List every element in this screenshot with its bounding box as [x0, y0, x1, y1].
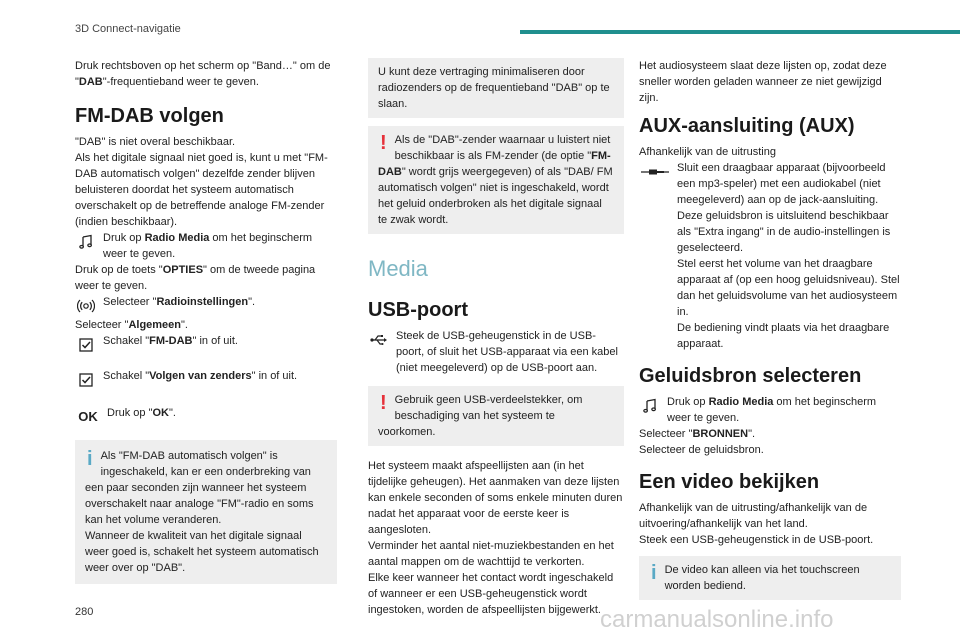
source-step-select: Selecteer de geluidsbron.	[639, 444, 764, 456]
watermark: carmanualsonline.info	[600, 606, 834, 633]
column-3	[639, 58, 901, 608]
media-heading: Media	[368, 256, 428, 281]
section-title: 3D Connect-navigatie	[75, 23, 181, 35]
step-fm-dab-toggle: Schakel "FM-DAB" in of uit.	[75, 333, 337, 356]
dab-intro: Druk rechtsboven op het scherm op "Band…" om de "DAB"-frequentieband weer te geven.	[75, 60, 331, 88]
warning-box-usb: ! Gebruik geen USB-verdeelstekker, om beschadiging van het systeem te voorkomen.	[368, 386, 624, 446]
info-box-video: i De video kan alleen via het touchscreen worden bediend.	[639, 556, 901, 600]
playlist-text: Het systeem maakt afspeellijsten aan (in het tijdelijke geheugen). Het aanmaken van deze lijsten kan enkele seconden of soms enkele minuten duren nadat het apparaat voor de eerste keer is aangesloten. Verminder het aantal niet-muziekbestanden en het aantal mappen om de wachttijd te verkorten. Elke keer wanneer het contact wordt ingeschakeld of wanneer er een USB-geheugenstick wordt ingestoken, worden de afspeellijsten bijgewerkt.	[368, 460, 623, 616]
music-note-icon	[75, 231, 97, 253]
step-radio-media: Druk op Radio Media om het beginscherm weer te geven.	[75, 230, 337, 262]
radio-settings-icon	[75, 295, 97, 317]
playlist-store-text: Het audiosysteem slaat deze lijsten op, zodat deze sneller worden geladen wanneer ze niet gewijzigd zijn.	[639, 60, 887, 104]
column-1	[75, 58, 337, 592]
source-heading: Geluidsbron selecteren	[639, 365, 862, 387]
fm-dab-heading: FM-DAB volgen	[75, 105, 224, 127]
usb-heading: USB-poort	[368, 299, 468, 321]
step-ok: OK Druk op "OK".	[75, 405, 337, 428]
header-accent-bar	[520, 30, 960, 34]
aux-equipment-note: Afhankelijk van de uitrusting	[639, 146, 776, 158]
info-icon: i	[651, 562, 657, 584]
dab-delay-box: U kunt deze vertraging minimaliseren door radiozenders op de frequentieband "DAB" op te slaan.	[368, 58, 624, 118]
warning-icon: !	[380, 132, 387, 154]
step-radio-settings: Selecteer "Radioinstellingen".	[75, 294, 337, 317]
checkbox-icon	[75, 334, 97, 356]
ok-icon: OK	[78, 409, 98, 424]
usb-instruction: Steek de USB-geheugenstick in de USB-poort, of sluit het USB-apparaat via een kabel (niet meegeleverd) op de USB-poort aan.	[368, 328, 624, 376]
warning-icon: !	[380, 392, 387, 414]
step-general: Selecteer "Algemeen".	[75, 319, 188, 331]
info-box-fm-dab: i Als "FM-DAB automatisch volgen" is ingeschakeld, kan er een onderbreking van een paar seconden zijn wanneer het systeem overschakelt naar analoge "FM"-radio en soms kan het volume veranderen. Wanneer de kwaliteit van het digitale signaal weer goed is, schakelt het systeem automatisch weer over op "DAB".	[75, 440, 337, 584]
aux-heading: AUX-aansluiting (AUX)	[639, 115, 855, 137]
info-icon: i	[87, 448, 93, 470]
music-note-icon	[639, 395, 661, 417]
aux-instruction: Sluit een draagbaar apparaat (bijvoorbeeld een mp3-speler) met een audiokabel (niet meegeleverd) aan op de jack-aansluiting. Deze geluidsbron is uitsluitend beschikbaar als "Extra ingang" in de audio-instellingen is geselecteerd. Stel eerst het volume van het draagbare apparaat af (op een hoog geluidsniveau). Stel dan het geluidsvolume van het audiosysteem in. De bediening vindt plaats via het draagbare apparaat.	[639, 160, 901, 352]
fm-dab-text: "DAB" is niet overal beschikbaar. Als het digitale signaal niet goed is, kunt u met "FM-DAB automatisch volgen" dezelfde zender blijven beluisteren doordat het systeem automatisch overschakelt op de betreffende analoge FM-zender (indien beschikbaar).	[75, 136, 328, 228]
page-header	[0, 0, 960, 40]
column-2	[368, 58, 624, 618]
checkbox-icon	[75, 369, 97, 391]
warning-box-dab: ! Als de "DAB"-zender waarnaar u luistert niet beschikbaar is als FM-zender (de optie "FM-DAB" wordt grijs weergegeven) of als "DAB/ FM automatisch volgen" niet is ingeschakeld, wordt het geluid onderbroken als het digitale signaal te zwak wordt.	[368, 126, 624, 234]
video-heading: Een video bekijken	[639, 471, 820, 493]
jack-cable-icon	[639, 161, 671, 183]
step-follow-stations: Schakel "Volgen van zenders" in of uit.	[75, 368, 337, 391]
page-number: 280	[75, 606, 94, 618]
source-step-radio-media: Druk op Radio Media om het beginscherm weer te geven.	[639, 394, 901, 426]
source-step-bronnen: Selecteer "BRONNEN".	[639, 428, 756, 440]
video-text: Afhankelijk van de uitrusting/afhankelijk van de uitvoering/afhankelijk van het land. Steek een USB-geheugenstick in de USB-poort.	[639, 502, 874, 546]
step-options: Druk op de toets "OPTIES" om de tweede pagina weer te geven.	[75, 264, 316, 292]
usb-icon	[368, 329, 390, 351]
